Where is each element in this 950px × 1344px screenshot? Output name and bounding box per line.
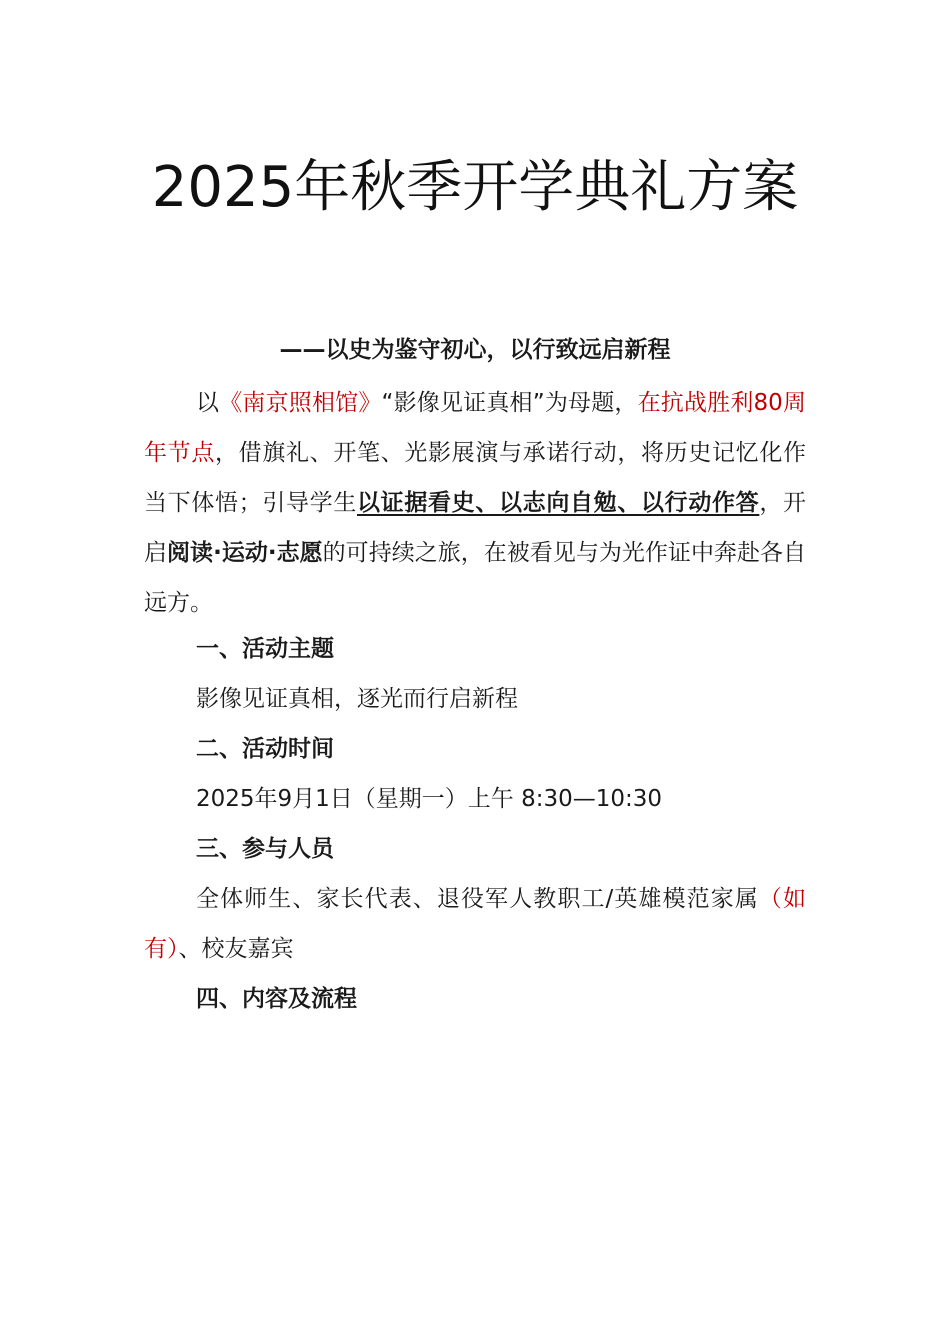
intro-movie-title: 《南京照相馆》 — [219, 390, 382, 416]
intro-text-4: ，开启 — [144, 490, 807, 566]
intro-anniversary: 在抗战胜利80周年节点 — [144, 390, 806, 466]
section-heading-participants: 三、参与人员 — [196, 836, 334, 862]
intro-journey: 阅读·运动·志愿 — [167, 540, 323, 566]
section-text-time: 2025年9月1日（星期一）上午 8:30—10:30 — [196, 786, 663, 812]
intro-text-5: 的可持续之旅，在被看见与为光作证中奔赴各自远方。 — [144, 540, 807, 616]
document-subtitle: ——以史为鉴守初心，以行致远启新程 — [279, 337, 671, 363]
intro-text-3: ，借旗礼、开笔、光影展演与承诺行动，将历史记忆化作当下体悟；引导学生 — [144, 440, 806, 516]
intro-text-1: 以 — [196, 390, 220, 416]
intro-paragraph — [144, 378, 806, 628]
intro-text-2: “影像见证真相”为母题， — [381, 390, 638, 416]
section-heading-content: 四、内容及流程 — [196, 986, 357, 1012]
intro-key-phrase: 以证据看史、以志向自勉、以行动作答 — [357, 490, 760, 516]
section-heading-time: 二、活动时间 — [196, 736, 334, 762]
section-text-participants — [144, 874, 806, 974]
participants-text-a: 全体师生、家长代表、退役军人教职工/英雄模范家属 — [196, 886, 759, 912]
participants-note: （如有） — [144, 886, 807, 962]
section-heading-theme: 一、活动主题 — [196, 636, 334, 662]
document-title: 2025年秋季开学典礼方案 — [151, 155, 799, 220]
section-text-theme: 影像见证真相，逐光而行启新程 — [196, 686, 518, 712]
participants-text-b: 、校友嘉宾 — [178, 936, 294, 962]
